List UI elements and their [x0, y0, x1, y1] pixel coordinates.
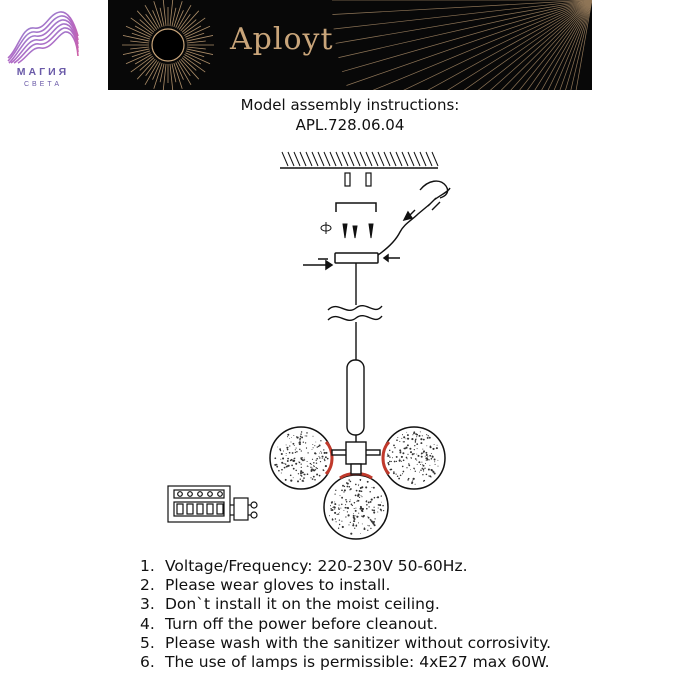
instruction-text: The use of lamps is permissible: 4xE27 max 60W.	[165, 652, 550, 671]
instruction-text: Please wear gloves to install.	[165, 576, 391, 595]
instruction-item	[140, 595, 551, 614]
rod-icon	[328, 263, 382, 445]
wave-logo-icon	[4, 6, 82, 64]
instruction-item	[140, 576, 551, 595]
screw-icon	[321, 222, 373, 238]
model-number: APL.728.06.04	[295, 116, 405, 134]
page-title: Model assembly instructions:	[240, 96, 460, 114]
instruction-number: 3.	[140, 595, 155, 614]
socket-hub-icon	[332, 442, 380, 474]
bracket-icon	[336, 203, 376, 212]
terminal-block-icon	[168, 486, 257, 522]
banner-brand-name: Aployt	[230, 22, 334, 57]
logo-tagline: СВЕТА	[23, 81, 63, 88]
ceiling-icon	[280, 152, 438, 168]
instruction-number: 1.	[140, 557, 155, 575]
brand-banner	[108, 0, 592, 90]
canopy-icon	[335, 253, 378, 263]
instruction-item	[140, 634, 551, 653]
sunburst-icon	[108, 0, 592, 90]
logo-name: МАГИЯ	[16, 66, 70, 78]
instruction-text: Please wash with the sanitizer without corrosivity.	[165, 633, 552, 652]
anchor-plug-icon	[345, 173, 371, 186]
instruction-item	[140, 557, 551, 576]
instruction-list	[140, 557, 551, 672]
instruction-item	[140, 615, 551, 634]
instruction-text: Don`t install it on the moist ceiling.	[165, 595, 440, 614]
instruction-text: Turn off the power before cleanout.	[165, 614, 438, 633]
instruction-item	[140, 653, 551, 672]
instruction-number: 2.	[140, 576, 155, 595]
brand-logo	[4, 6, 82, 92]
instruction-number: 6.	[140, 652, 155, 671]
instruction-number: 4.	[140, 614, 155, 633]
assembly-diagram	[150, 140, 470, 540]
instruction-text: Voltage/Frequency: 220-230V 50-60Hz.	[165, 557, 468, 575]
instruction-number: 5.	[140, 633, 155, 652]
cable-icon	[378, 181, 450, 255]
